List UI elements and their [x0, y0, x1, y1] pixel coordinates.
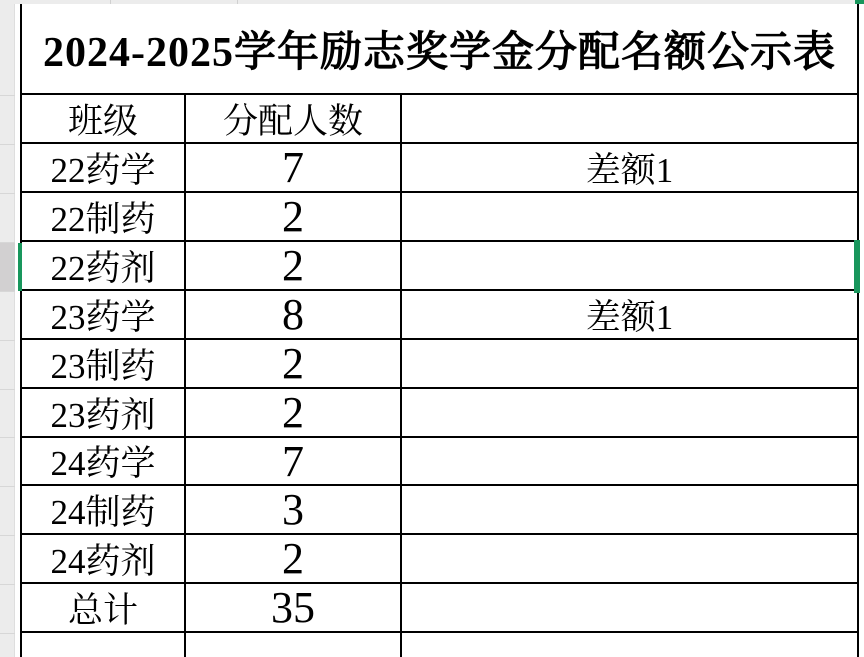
cell-count[interactable]: 7	[186, 144, 402, 191]
table-row	[22, 389, 859, 438]
cell-note[interactable]: 差额1	[402, 144, 859, 191]
table-row	[22, 340, 859, 389]
cell-class[interactable]: 24制药	[22, 486, 186, 533]
cell-count[interactable]: 2	[186, 535, 402, 582]
table-row	[22, 535, 859, 584]
row-header-separator	[0, 437, 15, 438]
cell-count[interactable]: 2	[186, 389, 402, 436]
selection-border-right	[854, 240, 860, 293]
column-header-count[interactable]: 分配人数	[186, 95, 402, 142]
cell-class[interactable]: 23药剂	[22, 389, 186, 436]
table-title-cell[interactable]: 2024-2025学年励志奖学金分配名额公示表	[22, 4, 859, 93]
cell-count[interactable]: 2	[186, 340, 402, 387]
cell-class[interactable]: 23制药	[22, 340, 186, 387]
cell-class[interactable]: 22药剂	[22, 242, 186, 289]
cell-class[interactable]: 总计	[22, 584, 186, 631]
table-row	[22, 291, 859, 340]
column-header-class[interactable]: 班级	[22, 95, 186, 142]
table-row	[22, 144, 859, 193]
cell-count[interactable]: 35	[186, 584, 402, 631]
scholarship-table	[20, 4, 859, 657]
cell-count[interactable]: 7	[186, 438, 402, 484]
cell-class[interactable]: 22制药	[22, 193, 186, 240]
row-header-separator	[0, 340, 15, 341]
table-header-row	[22, 95, 859, 144]
cell-count[interactable]: 2	[186, 242, 402, 289]
cell-note[interactable]	[402, 535, 859, 582]
row-header-separator	[0, 486, 15, 487]
row-header-separator	[0, 584, 15, 585]
table-row	[22, 242, 859, 291]
cell-note[interactable]	[402, 389, 859, 436]
cell-class[interactable]: 22药学	[22, 144, 186, 191]
cell-count[interactable]: 2	[186, 193, 402, 240]
cell-note[interactable]	[402, 438, 859, 484]
row-header-separator	[0, 144, 15, 145]
column-header-note[interactable]	[402, 95, 859, 142]
table-row	[22, 486, 859, 535]
row-header-separator	[0, 291, 15, 292]
row-header-separator	[0, 193, 15, 194]
row-header-separator	[0, 389, 15, 390]
cell-note[interactable]: 差额1	[402, 291, 859, 338]
cell-note[interactable]	[402, 486, 859, 533]
cell-count[interactable]: 3	[186, 486, 402, 533]
cell-class[interactable]: 23药学	[22, 291, 186, 338]
cell-class[interactable]	[22, 633, 186, 657]
cell-note[interactable]	[402, 193, 859, 240]
cell-count[interactable]	[186, 633, 402, 657]
table-row	[22, 584, 859, 633]
table-row-partial	[22, 633, 859, 657]
row-header-strip[interactable]	[0, 4, 15, 657]
selected-row-header[interactable]	[0, 243, 15, 291]
cell-note[interactable]	[402, 340, 859, 387]
cell-note[interactable]	[402, 633, 859, 657]
cell-class[interactable]: 24药剂	[22, 535, 186, 582]
title-row	[22, 4, 859, 95]
row-header-separator	[0, 633, 15, 634]
cell-count[interactable]: 8	[186, 291, 402, 338]
cell-note[interactable]	[402, 584, 859, 631]
table-row	[22, 193, 859, 242]
row-header-separator	[0, 95, 15, 96]
selection-border-left	[18, 243, 22, 291]
row-header-separator	[0, 535, 15, 536]
cell-class[interactable]: 24药学	[22, 438, 186, 484]
table-row	[22, 438, 859, 486]
cell-note[interactable]	[402, 242, 859, 289]
